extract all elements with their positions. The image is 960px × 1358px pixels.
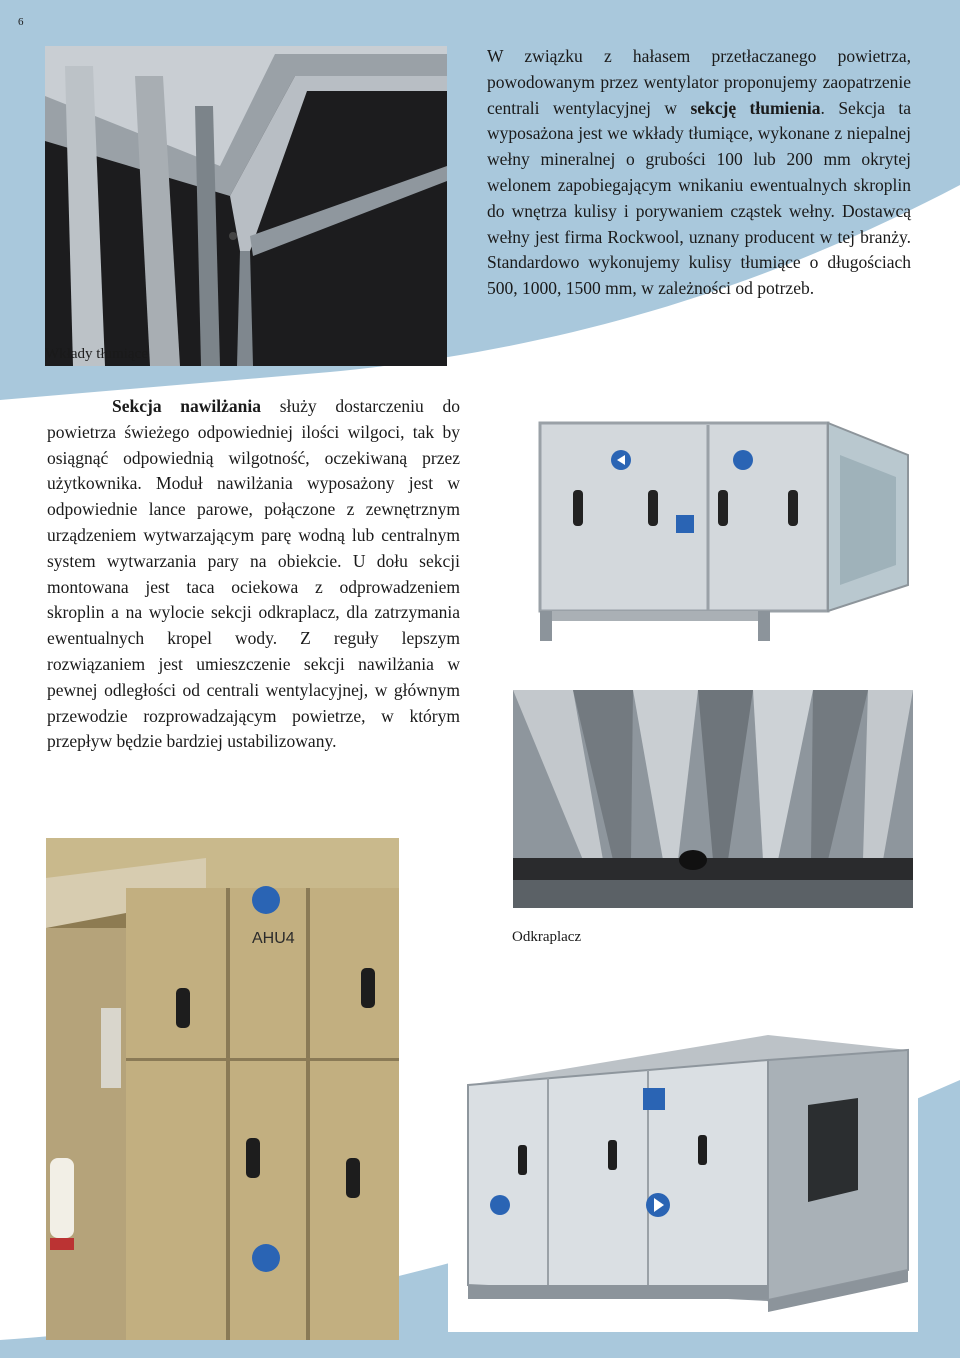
humidifier-section-text: Sekcja nawilżania służy dostarczeniu do powietrza świeżego odpowiedniej ilości wilgoci, tak by osiągnąć odpowiednią wilgotność, oczekiwaną przez użytkownika. Moduł nawilżania wyposażony jest w odpowiednie lance parowe, połączone z zewnętrznym urządzeniem wytwarzającym parę wodną lub centralnym system wytwarzania pary na obiekcie. U dołu sekcji montowana jest taca ociekowa z odprowadzeniem skroplin a na wylocie sekcji odkraplacz, dla zatrzymania ewentualnych kropel wody. Z reguły lepszym rozwiązaniem jest umieszczenie sekcji nawilżania w pewnej odległości od centrali wentylacyjnej, w głównym przewodzie rozprowadzającym powietrze, w którym przepływ będzie bardziej ustabilizowany. bbox=[47, 396, 460, 752]
dampening-section-term: sekcję tłumienia bbox=[690, 97, 821, 118]
dampening-section-text: W związku z hałasem przetłaczanego powietrza, powodowanym przez wentylator proponujemy zaopatrzenie centrali wentylacyjnej w sekcję tłumienia. Sekcja ta wyposażona jest we wkłady tłumiące, wykonane z niepalnej wełny mineralnej o grubości 100 lub 200 mm okrytej welonem zapobiegającym wnikaniu ewentualnych skroplin do wnętrza kulisy i porywaniem cząstek wełny. Dostawcą wełny jest firma Rockwool, uznany producent w tej branży. Standardowo wykonujemy kulisy tłumiące o długościach 500, 1000, 1500 mm, w zależności od potrzeb. bbox=[487, 46, 912, 299]
humidifier-section-term: Sekcja nawilżania bbox=[112, 396, 261, 416]
eliminator-photo bbox=[513, 690, 913, 908]
page-number: 6 bbox=[18, 16, 24, 28]
ahu-section-photo bbox=[518, 415, 920, 675]
baffles-photo bbox=[45, 46, 447, 366]
ahu-unit-photo bbox=[448, 1030, 918, 1332]
caption-baffles: Wkłady tłumiące bbox=[45, 346, 148, 362]
caption-eliminator: Odkraplacz bbox=[512, 929, 582, 945]
ahu-unit-label: AHU4 bbox=[252, 930, 295, 947]
installed-ahu-photo bbox=[46, 838, 399, 1340]
